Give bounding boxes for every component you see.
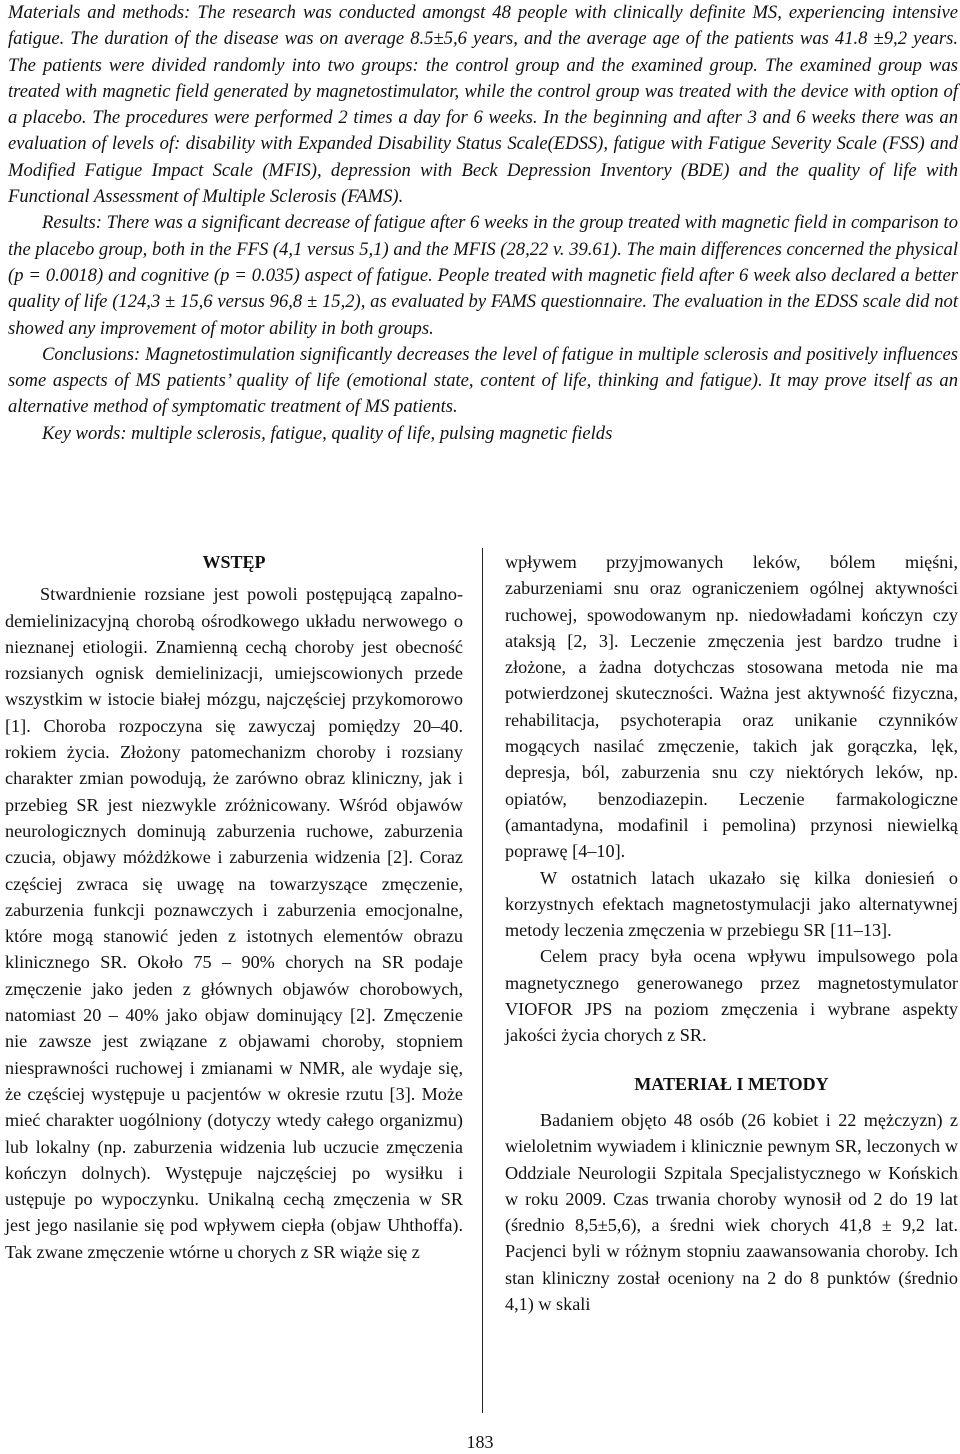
abstract-keywords: Key words: multiple sclerosis, fatigue, quality of life, pulsing magnetic fields (42, 422, 613, 444)
section-heading-wstep: WSTĘP (202, 552, 266, 572)
page-number: 183 (466, 1432, 494, 1452)
column-divider (482, 548, 483, 1413)
abstract (8, 0, 958, 447)
abstract-methods: Materials and methods: The research was conducted amongst 48 people with clinically definite MS, experiencing intensive fatigue. The duration of the disease was on average 8.5±5,6 years, and the average age of the patients was 41.8 ±9,2 years. The patients were divided randomly into two groups: the control group and the examined group. The examined group was treated with magnetic field generated by magnetostimulator, while the control group was treated with the device with option of a placebo. The procedures were performed 2 times a day for 6 weeks. In the beginning and after 3 and 6 weeks there was an evaluation of levels of: disability with Expanded Disability Status Scale(EDSS), fatigue with Fatigue Severity Scale (FSS) and Modified Fatigue Impact Scale (MFIS), depression with Beck Depression Inventory (BDE) and the quality of life with Functional Assessment of Multiple Sclerosis (FAMS). (8, 2, 958, 208)
abstract-results: Results: There was a significant decrease of fatigue after 6 weeks in the group treated with magnetic field in comparison to the placebo group, both in the FFS (4,1 versus 5,1) and the MFIS (28,22 v. 39.61). The main differences concerned the physical (p = 0.0018) and cognitive (p = 0.035) aspect of fatigue. People treated with magnetic field after 6 week also declared a better quality of life (124,3 ± 15,6 versus 96,8 ± 15,2), as evaluated by FAMS questionnaire. The evaluation in the EDSS scale did not showed any improvement of motor ability in both groups. (8, 212, 958, 339)
right-column (505, 549, 958, 1317)
section-heading-methods: MATERIAŁ I METODY (634, 1073, 829, 1094)
left-column (5, 549, 463, 1265)
abstract-conclusions: Conclusions: Magnetostimulation significantly decreases the level of fatigue in multiple sclerosis and positively influences some aspects of MS patients’ quality of life (emotional state, content of life, thinking and fatigue). It may prove itself as an alternative method of symptomatic treatment of MS patients. (8, 343, 958, 418)
methods-paragraph: Badaniem objęto 48 osób (26 kobiet i 22 mężczyzn) z wieloletnim wywiadem i klinicznie pewnym SR, leczonych w Oddziale Neurologii Szpitala Specjalistycznego w Końskich w roku 2009. Czas trwania choroby wynosił od 2 do 19 lat (średnio 8,5±5,6), a średni wiek chorych 41,8 ± 9,2 lat. Pacjenci byli w różnym stopniu zaawansowania choroby. Ich stan kliniczny został oceniony na 2 do 8 punktów (średnio 4,1) w skali (505, 1109, 958, 1315)
intro-paragraph: Stwardnienie rozsiane jest powoli postępującą zapalno-demielinizacyjną chorobą ośrodkowego układu nerwowego o nieznanej etiologii. Znamienną cechą choroby jest obecność rozsianych ognisk demielinizacji, umiejscowionych przede wszystkim w istocie białej mózgu, najczęściej przykomorowo [1]. Choroba rozpoczyna się zawyczaj pomiędzy 20–40. rokiem życia. Złożony patomechanizm choroby i rozsiany charakter zmian powodują, że zarówno obraz kliniczny, jak i przebieg SR jest niezwykle zróżnicowany. Wśród objawów neurologicznych dominują zaburzenia ruchowe, zaburzenia czucia, objawy móżdżkowe i zaburzenia widzenia [2]. Coraz częściej zwraca się uwagę na towarzyszące zmęczenie, zaburzenia funkcji poznawczych i zaburzenia emocjonalne, które mogą stanowić jeden z istotnych elementów obrazu klinicznego SR. Około 75 – 90% chorych na SR podaje zmęczenie jako jeden z głównych objawów chorobowych, natomiast 20 – 40% jako objaw dominujący [2]. Zmęczenie nie zawsze jest związane z objawami choroby, stopniem niesprawności ruchowej i zmianami w NMR, ale wydaje się, że częściej występuje u pacjentów w okresie rzutu [3]. Może mieć charakter uogólniony (dotyczy wtedy całego organizmu) lub lokalny (np. zaburzenia widzenia lub uczucie zmęczenia kończyn dolnych). Występuje najczęściej po wysiłku i ustępuje po wypoczynku. Unikalną cechą zmęczenia w SR jest jego nasilanie się pod wpływem ciepła (objaw Uhthoffa). Tak zwane zmęczenie wtórne u chorych z SR wiąże się z (5, 584, 463, 1262)
aim-paragraph: Celem pracy była ocena wpływu impulsowego pola magnetycznego generowanego przez magnetostymulator VIOFOR JPS na poziom zmęczenia i wybrane aspekty jakości życia chorych z SR. (505, 946, 958, 1046)
recent-reports-paragraph: W ostatnich latach ukazało się kilka doniesień o korzystnych efektach magnetostymulacji jako alternatywnej metody leczenia zmęczenia w przebiegu SR [11–13]. (505, 867, 958, 941)
intro-continuation-paragraph: wpływem przyjmowanych leków, bólem mięśni, zaburzeniami snu oraz ograniczeniem ogólnej aktywności ruchowej, spowodowanym np. niedowładami kończyn czy ataksją [2, 3]. Leczenie zmęczenia jest bardzo trudne i złożone, a żadna dotychczas stosowana metoda nie ma potwierdzonej skuteczności. Ważna jest aktywność fizyczna, rehabilitacja, psychoterapia oraz unikanie czynników mogących nasilać zmęczenie, takich jak gorączka, lęk, depresja, ból, zaburzenia snu czy niektórych leków, np. opiatów, benzodiazepin. Leczenie farmakologiczne (amantadyna, modafinil i pemolina) przynosi niewielką poprawę [4–10]. (505, 552, 958, 862)
